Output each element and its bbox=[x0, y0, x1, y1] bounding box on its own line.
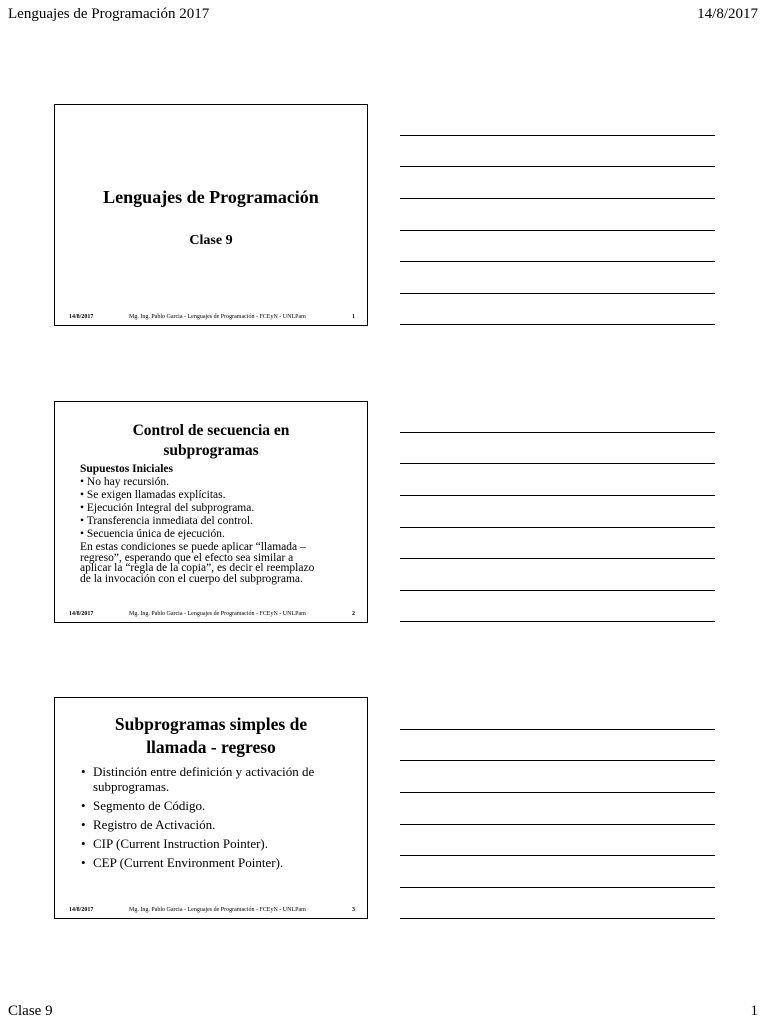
slide-3-title-line-1: Subprogramas simples de bbox=[114, 714, 308, 734]
slide-3 bbox=[54, 697, 368, 919]
note-line bbox=[400, 135, 715, 136]
bullet-glyph: • bbox=[80, 489, 85, 501]
slide-footer-date: 14/8/2017 bbox=[69, 314, 94, 320]
bullet-glyph: • bbox=[81, 836, 86, 851]
bullet-glyph: • bbox=[80, 476, 85, 488]
list-item: • Ejecución Integral del subprograma. bbox=[80, 502, 255, 514]
slide-1-subtitle: Clase 9 bbox=[189, 233, 233, 248]
note-line bbox=[400, 918, 715, 919]
list-item: • No hay recursión. bbox=[80, 476, 169, 488]
paragraph-line: de la invocación con el cuerpo del subprograma. bbox=[80, 572, 303, 585]
slide-3-title bbox=[55, 713, 367, 759]
slide-2-title bbox=[55, 421, 367, 461]
note-line bbox=[400, 527, 715, 528]
slide-footer-date: 14/8/2017 bbox=[69, 611, 94, 617]
list-item: • Segmento de Código. bbox=[81, 798, 206, 813]
slide-2-body bbox=[80, 463, 349, 584]
bullet-glyph: • bbox=[80, 528, 85, 540]
list-item: • Registro de Activación. bbox=[81, 817, 216, 832]
slide-footer-number: 2 bbox=[352, 611, 355, 617]
slide-footer-number: 3 bbox=[352, 907, 355, 913]
note-line bbox=[400, 432, 715, 433]
note-line bbox=[400, 463, 715, 464]
paragraph-line: regreso”, esperando que el efecto sea similar a bbox=[80, 551, 294, 564]
bullet-glyph: • bbox=[80, 515, 85, 527]
note-line bbox=[400, 261, 715, 262]
slide-3-bullet-list bbox=[81, 764, 353, 874]
slide-2-title-line-2: subprogramas bbox=[163, 442, 259, 459]
page-header-date: 14/8/2017 bbox=[697, 6, 758, 22]
paragraph-line: En estas condiciones se puede aplicar “llamada – bbox=[80, 541, 306, 553]
slide-1 bbox=[54, 104, 368, 326]
paragraph-line: aplicar la “regla de la copia”, es decir el reemplazo bbox=[80, 562, 315, 574]
slide-footer-author: Mg. Ing. Pablo Garcia - Lenguajes de Programación - FCEyN - UNLPam bbox=[129, 907, 306, 913]
list-item: • Secuencia única de ejecución. bbox=[80, 528, 225, 540]
slide-footer-date: 14/8/2017 bbox=[69, 907, 94, 913]
note-line bbox=[400, 792, 715, 793]
note-line bbox=[400, 621, 715, 622]
slide-3-title-line-2: llamada - regreso bbox=[146, 737, 276, 757]
note-line bbox=[400, 166, 715, 167]
note-line bbox=[400, 855, 715, 856]
list-item: • CIP (Current Instruction Pointer). bbox=[81, 836, 268, 851]
note-line bbox=[400, 590, 715, 591]
note-line bbox=[400, 558, 715, 559]
bullet-glyph: • bbox=[81, 798, 86, 813]
note-line bbox=[400, 824, 715, 825]
slide-1-footer bbox=[69, 314, 355, 320]
list-item: • Distinción entre definición y activación de subprogramas. bbox=[81, 764, 315, 794]
bullet-glyph: • bbox=[80, 502, 85, 514]
note-line bbox=[400, 760, 715, 761]
slide-2-heading: Supuestos Iniciales bbox=[80, 463, 173, 475]
note-line bbox=[400, 198, 715, 199]
slide-2-title-line-1: Control de secuencia en bbox=[132, 422, 290, 439]
slide-footer-author: Mg. Ing. Pablo Garcia - Lenguajes de Programación - FCEyN - UNLPam bbox=[129, 611, 306, 617]
note-line bbox=[400, 230, 715, 231]
slide-2-paragraph bbox=[80, 542, 349, 584]
bullet-glyph: • bbox=[81, 817, 86, 832]
bullet-glyph: • bbox=[81, 855, 86, 870]
slide-footer-author: Mg. Ing. Pablo Garcia - Lenguajes de Programación - FCEyN - UNLPam bbox=[129, 314, 306, 320]
page-number: 1 bbox=[750, 1003, 758, 1019]
note-line bbox=[400, 293, 715, 294]
note-line bbox=[400, 495, 715, 496]
slide-footer-number: 1 bbox=[352, 314, 355, 320]
bullet-glyph: • bbox=[81, 764, 86, 779]
slide-2-footer bbox=[69, 611, 355, 617]
slide-2 bbox=[54, 401, 368, 623]
list-item: • CEP (Current Environment Pointer). bbox=[81, 855, 284, 870]
list-item: • Se exigen llamadas explícitas. bbox=[80, 489, 226, 501]
slide-3-footer bbox=[69, 907, 355, 913]
page-header-title: Lenguajes de Programación 2017 bbox=[8, 6, 210, 22]
note-line bbox=[400, 729, 715, 730]
note-line bbox=[400, 324, 715, 325]
slide-1-title: Lenguajes de Programación bbox=[103, 187, 319, 207]
list-item: • Transferencia inmediata del control. bbox=[80, 515, 253, 527]
page-footer-label: Clase 9 bbox=[8, 1003, 53, 1019]
note-line bbox=[400, 887, 715, 888]
